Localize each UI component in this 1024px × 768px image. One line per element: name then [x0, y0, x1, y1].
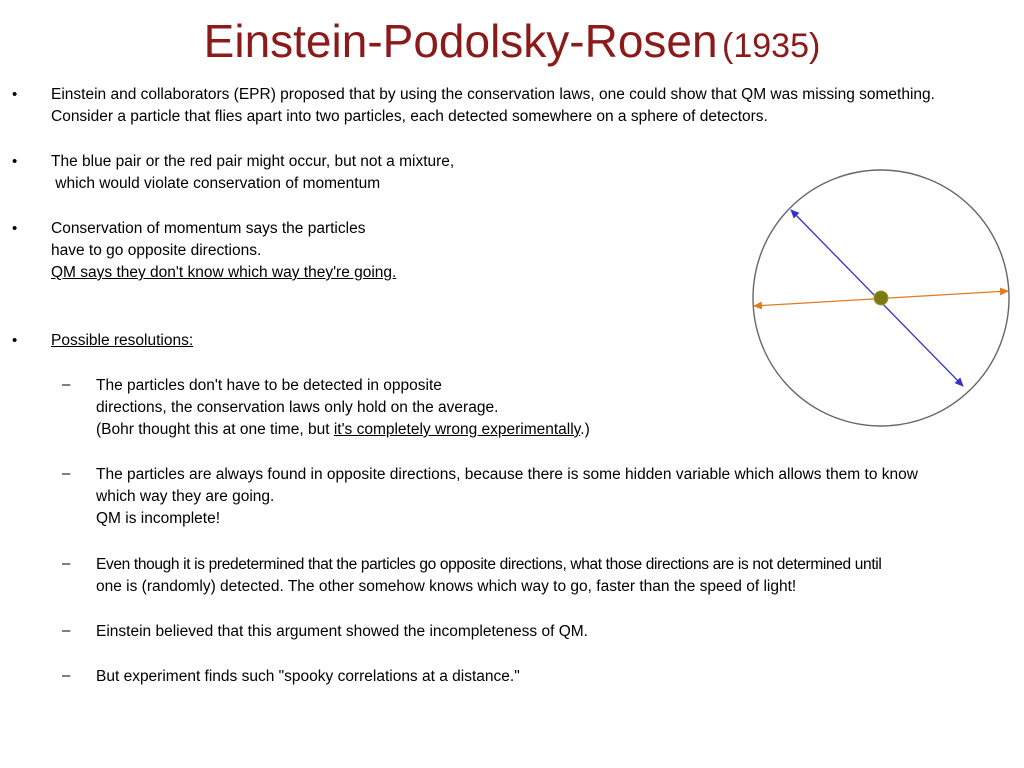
bullet-1-line-2: Consider a particle that flies apart into two particles, each detected somewhere on a sphere of detectors.	[51, 108, 768, 125]
dash-icon: –	[62, 465, 71, 482]
resolutions-heading: Possible resolutions:	[51, 332, 194, 349]
resolution-1-text-a: (Bohr thought this at one time, but	[96, 421, 334, 438]
bullet-3-line-1: Conservation of momentum says the particles	[51, 220, 366, 237]
resolution-3-line-2: one is (randomly) detected. The other somehow knows which way to go, faster than the speed of light!	[96, 578, 797, 595]
bullet-2-line-1: The blue pair or the red pair might occur, but not a mixture,	[51, 153, 455, 170]
resolution-1-line-2: directions, the conservation laws only hold on the average.	[96, 399, 499, 416]
resolution-5-line-1: But experiment finds such "spooky correlations at a distance."	[96, 668, 520, 685]
bullet-icon: •	[12, 220, 18, 237]
dash-icon: –	[62, 622, 71, 639]
slide-title	[0, 14, 1024, 68]
resolution-2-line-3: QM is incomplete!	[96, 510, 221, 527]
bullet-1-line-1: Einstein and collaborators (EPR) proposed that by using the conservation laws, one could show that QM was missing something.	[51, 86, 935, 103]
resolution-1-line-1: The particles don't have to be detected in opposite	[96, 377, 442, 394]
dash-icon: –	[62, 555, 71, 572]
resolution-1-line-3	[96, 419, 590, 441]
bullet-icon: •	[12, 153, 18, 170]
resolution-2-line-2: which way they are going.	[96, 488, 275, 505]
resolution-1-text-c: .)	[580, 421, 590, 438]
detector-sphere-diagram	[748, 168, 1014, 432]
resolution-1-underlined: it's completely wrong experimentally	[333, 421, 581, 438]
bullet-icon: •	[12, 86, 18, 103]
dash-icon: –	[62, 667, 71, 684]
bullet-3-line-2: have to go opposite directions.	[51, 242, 262, 259]
resolution-3-line-1: Even though it is predetermined that the particles go opposite directions, what those directions are is not determined until	[96, 556, 882, 573]
dash-icon: –	[62, 376, 71, 393]
bullet-icon: •	[12, 332, 18, 349]
source-particle	[874, 291, 888, 305]
bullet-2-line-2: which would violate conservation of momentum	[51, 175, 381, 192]
resolution-2-line-1: The particles are always found in opposite directions, because there is some hidden variable which allows them to know	[96, 466, 918, 483]
title-main: Einstein-Podolsky-Rosen	[203, 15, 718, 67]
resolution-4-line-1: Einstein believed that this argument showed the incompleteness of QM.	[96, 623, 588, 640]
bullet-3-line-3: QM says they don't know which way they're going.	[51, 264, 397, 281]
title-year: (1935)	[722, 27, 821, 65]
